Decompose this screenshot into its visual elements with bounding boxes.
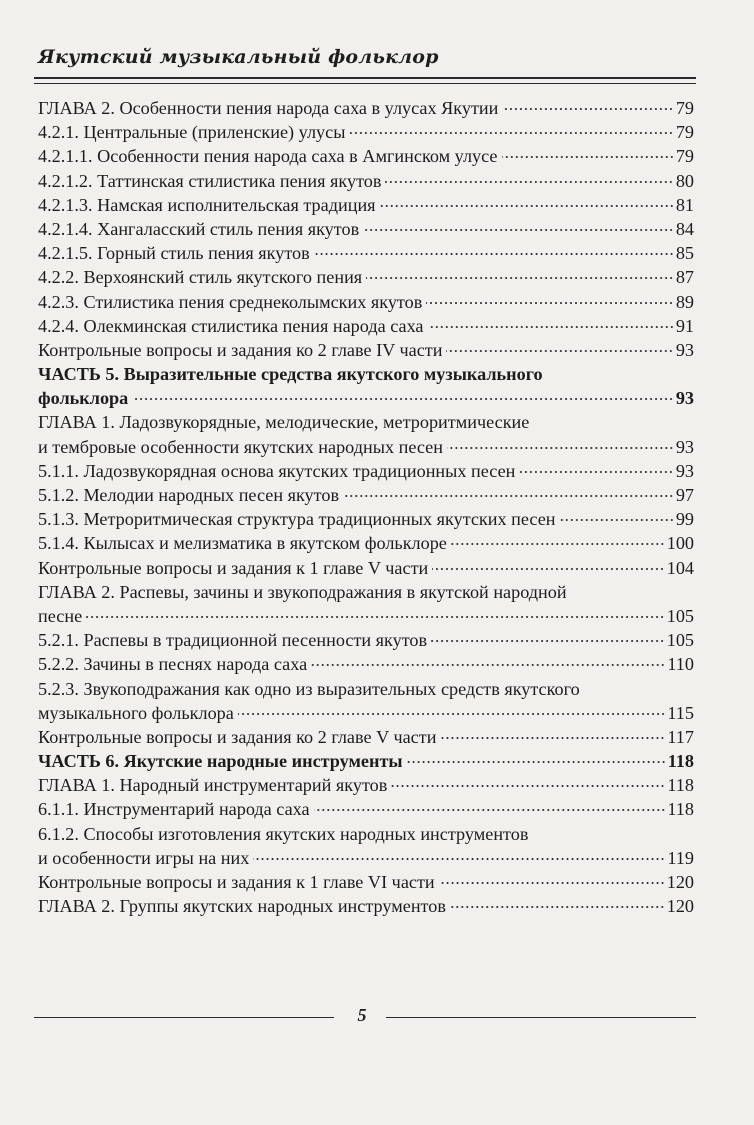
- dot-leader: [385, 181, 673, 183]
- toc-entry-page: 104: [666, 557, 694, 578]
- dot-leader: [440, 737, 665, 739]
- toc-entry: [38, 580, 694, 628]
- toc-entry-line: [38, 338, 694, 362]
- header-rule-thin: [34, 83, 696, 84]
- toc-entry-page: 93: [675, 460, 694, 481]
- toc-entry-title: ГЛАВА 2. Распевы, зачины и звукоподражания в якутской народной: [38, 581, 567, 602]
- toc-entry-line: [38, 314, 694, 338]
- toc-entry-line: [38, 725, 694, 749]
- toc-entry: [38, 677, 694, 725]
- dot-leader: [450, 906, 665, 908]
- dot-leader: [407, 761, 666, 763]
- toc-entry-title: 6.1.1. Инструментарий народа саха: [38, 799, 310, 820]
- toc-entry-page: 84: [675, 218, 694, 239]
- toc-entry: [38, 193, 694, 217]
- toc-entry: [38, 870, 694, 894]
- dot-leader: [426, 302, 674, 304]
- dot-leader: [86, 616, 665, 618]
- dot-leader: [431, 640, 665, 642]
- toc-entry-title: Контрольные вопросы и задания к 1 главе V части: [38, 557, 429, 578]
- toc-entry-page: 89: [675, 291, 694, 312]
- toc-entry: [38, 314, 694, 338]
- toc-entry-title: 4.2.1.3. Намская исполнительская традиция: [38, 194, 376, 215]
- toc-entry-line: [38, 459, 694, 483]
- toc-entry-line: [38, 410, 694, 434]
- toc-entry-page: 93: [675, 436, 694, 457]
- toc-entry: [38, 652, 694, 676]
- toc-entry: [38, 894, 694, 918]
- toc-entry-line: [38, 894, 694, 918]
- toc-entry-page: 105: [666, 605, 694, 626]
- toc-entry-page: 120: [666, 896, 694, 917]
- toc-entry-line: [38, 96, 694, 120]
- toc-entry-title: 4.2.1. Центральные (приленские) улусы: [38, 122, 346, 143]
- toc-entry: [38, 483, 694, 507]
- dot-leader: [502, 108, 673, 110]
- toc-entry: [38, 725, 694, 749]
- toc-entry-line: [38, 580, 694, 604]
- dot-leader: [428, 326, 674, 328]
- toc-entry-title: ЧАСТЬ 6. Якутские народные инструменты: [38, 751, 403, 772]
- toc-entry: [38, 120, 694, 144]
- toc-entry-page: 105: [666, 630, 694, 651]
- dot-leader: [314, 253, 674, 255]
- toc-entry-title: музыкального фольклора: [38, 702, 234, 723]
- toc-entry-page: 80: [675, 170, 694, 191]
- toc-entry-line: [38, 144, 694, 168]
- dot-leader: [432, 568, 664, 570]
- toc-entry-title: 4.2.4. Олекминская стилистика пения народа саха: [38, 315, 424, 336]
- toc-entry-page: 117: [667, 726, 694, 747]
- toc-entry-title: 5.1.1. Ладозвукорядная основа якутских традиционных песен: [38, 460, 516, 481]
- dot-leader: [366, 277, 674, 279]
- toc-entry-title: фольклора: [38, 388, 129, 409]
- toc-entry: [38, 217, 694, 241]
- toc-entry-line: [38, 362, 694, 386]
- table-of-contents: [38, 96, 694, 918]
- toc-entry-line: [38, 870, 694, 894]
- toc-entry-line: [38, 749, 694, 773]
- toc-entry-title: ГЛАВА 1. Ладозвукорядные, мелодические, метроритмические: [38, 412, 530, 433]
- toc-entry-page: 120: [666, 872, 694, 892]
- toc-entry-line: [38, 386, 694, 410]
- header-rule-thick: [34, 77, 696, 79]
- footer-rule-right: [386, 1017, 696, 1018]
- toc-entry-line: [38, 773, 694, 797]
- dot-leader: [343, 495, 674, 497]
- toc-entry-line: [38, 241, 694, 265]
- toc-entry-line: [38, 677, 694, 701]
- toc-entry-title: 4.2.3. Стилистика пения среднеколымских якутов: [38, 291, 423, 312]
- toc-entry: [38, 459, 694, 483]
- toc-entry-title: 5.1.3. Метроритмическая структура традиционных якутских песен: [38, 509, 556, 530]
- toc-entry-line: [38, 846, 694, 870]
- toc-entry-page: 118: [667, 775, 694, 796]
- toc-entry: [38, 507, 694, 531]
- toc-entry-title: 4.2.2. Верхоянский стиль якутского пения: [38, 267, 363, 288]
- toc-entry-title: песне: [38, 605, 83, 626]
- toc-entry-title: 5.2.3. Звукоподражания как одно из выразительных средств якутского: [38, 678, 580, 699]
- dot-leader: [560, 519, 674, 521]
- toc-entry-page: 79: [675, 122, 694, 143]
- toc-entry-page: 119: [667, 847, 694, 868]
- toc-entry-line: [38, 822, 694, 846]
- toc-entry-title: и особенности игры на них: [38, 847, 250, 868]
- dot-leader: [132, 398, 674, 400]
- toc-entry-page: 99: [675, 509, 694, 530]
- toc-entry-line: [38, 628, 694, 652]
- dot-leader: [446, 350, 673, 352]
- toc-entry-line: [38, 604, 694, 628]
- toc-entry-page: 110: [667, 654, 694, 675]
- toc-entry-line: [38, 265, 694, 289]
- toc-entry-title: и тембровые особенности якутских народных песен: [38, 436, 443, 457]
- toc-entry-line: [38, 797, 694, 821]
- dot-leader: [447, 447, 674, 449]
- toc-entry-title: Контрольные вопросы и задания ко 2 главе IV части: [38, 339, 443, 360]
- dot-leader: [451, 543, 665, 545]
- toc-entry-line: [38, 507, 694, 531]
- toc-entry-title: ГЛАВА 1. Народный инструментарий якутов: [38, 775, 388, 796]
- toc-entry-title: Контрольные вопросы и задания к 1 главе VI части: [38, 872, 435, 892]
- toc-entry: [38, 797, 694, 821]
- running-head: Якутский музыкальный фольклор: [38, 46, 439, 68]
- toc-entry: [38, 265, 694, 289]
- toc-entry-title: 5.1.2. Мелодии народных песен якутов: [38, 485, 340, 505]
- toc-entry-title: ЧАСТЬ 5. Выразительные средства якутского музыкального: [38, 364, 543, 385]
- toc-entry-page: 85: [675, 243, 694, 264]
- toc-entry-line: [38, 193, 694, 217]
- toc-entry: [38, 749, 694, 773]
- toc-entry: [38, 531, 694, 555]
- toc-entry-page: 100: [666, 533, 694, 554]
- toc-entry: [38, 822, 694, 870]
- toc-entry: [38, 241, 694, 265]
- toc-entry-page: 93: [675, 388, 694, 409]
- toc-entry-line: [38, 290, 694, 314]
- toc-entry: [38, 362, 694, 410]
- dot-leader: [238, 713, 666, 715]
- toc-entry-line: [38, 701, 694, 725]
- toc-entry: [38, 338, 694, 362]
- toc-entry-title: 4.2.1.4. Хангаласский стиль пения якутов: [38, 218, 360, 239]
- toc-entry-line: [38, 435, 694, 459]
- toc-entry-page: 79: [675, 98, 694, 118]
- toc-entry-title: 6.1.2. Способы изготовления якутских народных инструментов: [38, 823, 529, 844]
- toc-entry: [38, 628, 694, 652]
- dot-leader: [349, 132, 673, 134]
- toc-entry-page: 93: [675, 339, 694, 360]
- dot-leader: [363, 229, 674, 231]
- dot-leader: [253, 858, 665, 860]
- toc-entry-title: 4.2.1.2. Таттинская стилистика пения якутов: [38, 170, 382, 191]
- toc-entry: [38, 556, 694, 580]
- dot-leader: [311, 664, 665, 666]
- toc-entry-page: 97: [675, 485, 694, 505]
- dot-leader: [439, 882, 665, 884]
- toc-entry-title: 5.2.1. Распевы в традиционной песенности якутов: [38, 630, 428, 651]
- toc-entry-line: [38, 169, 694, 193]
- toc-entry: [38, 96, 694, 120]
- dot-leader: [502, 156, 674, 158]
- toc-entry-line: [38, 217, 694, 241]
- footer-rule-left: [34, 1017, 334, 1018]
- toc-entry-line: [38, 120, 694, 144]
- toc-entry: [38, 169, 694, 193]
- toc-entry-title: 5.1.4. Кылысах и мелизматика в якутском фольклоре: [38, 533, 447, 554]
- toc-entry-title: Контрольные вопросы и задания ко 2 главе V части: [38, 726, 437, 747]
- toc-entry-title: 4.2.1.1. Особенности пения народа саха в Амгинском улусе: [38, 146, 498, 167]
- toc-entry: [38, 410, 694, 458]
- toc-entry-page: 91: [675, 315, 694, 336]
- page-number: 5: [357, 1005, 367, 1025]
- toc-entry-line: [38, 531, 694, 555]
- dot-leader: [380, 205, 674, 207]
- toc-entry-line: [38, 652, 694, 676]
- toc-entry: [38, 773, 694, 797]
- toc-entry-page: 115: [667, 702, 694, 723]
- toc-entry-line: [38, 483, 694, 507]
- toc-entry-title: ГЛАВА 2. Особенности пения народа саха в улусах Якутии: [38, 98, 499, 118]
- toc-entry-line: [38, 556, 694, 580]
- dot-leader: [391, 785, 665, 787]
- toc-entry-page: 81: [675, 194, 694, 215]
- toc-entry: [38, 144, 694, 168]
- toc-entry-title: ГЛАВА 2. Группы якутских народных инструментов: [38, 896, 446, 917]
- toc-entry-page: 118: [667, 799, 694, 820]
- toc-entry-title: 4.2.1.5. Горный стиль пения якутов: [38, 243, 310, 264]
- toc-entry-page: 118: [667, 751, 694, 772]
- toc-entry-page: 79: [675, 146, 694, 167]
- toc-entry: [38, 290, 694, 314]
- toc-entry-title: 5.2.2. Зачины в песнях народа саха: [38, 654, 308, 675]
- dot-leader: [314, 809, 666, 811]
- dot-leader: [519, 471, 673, 473]
- toc-entry-page: 87: [675, 267, 694, 288]
